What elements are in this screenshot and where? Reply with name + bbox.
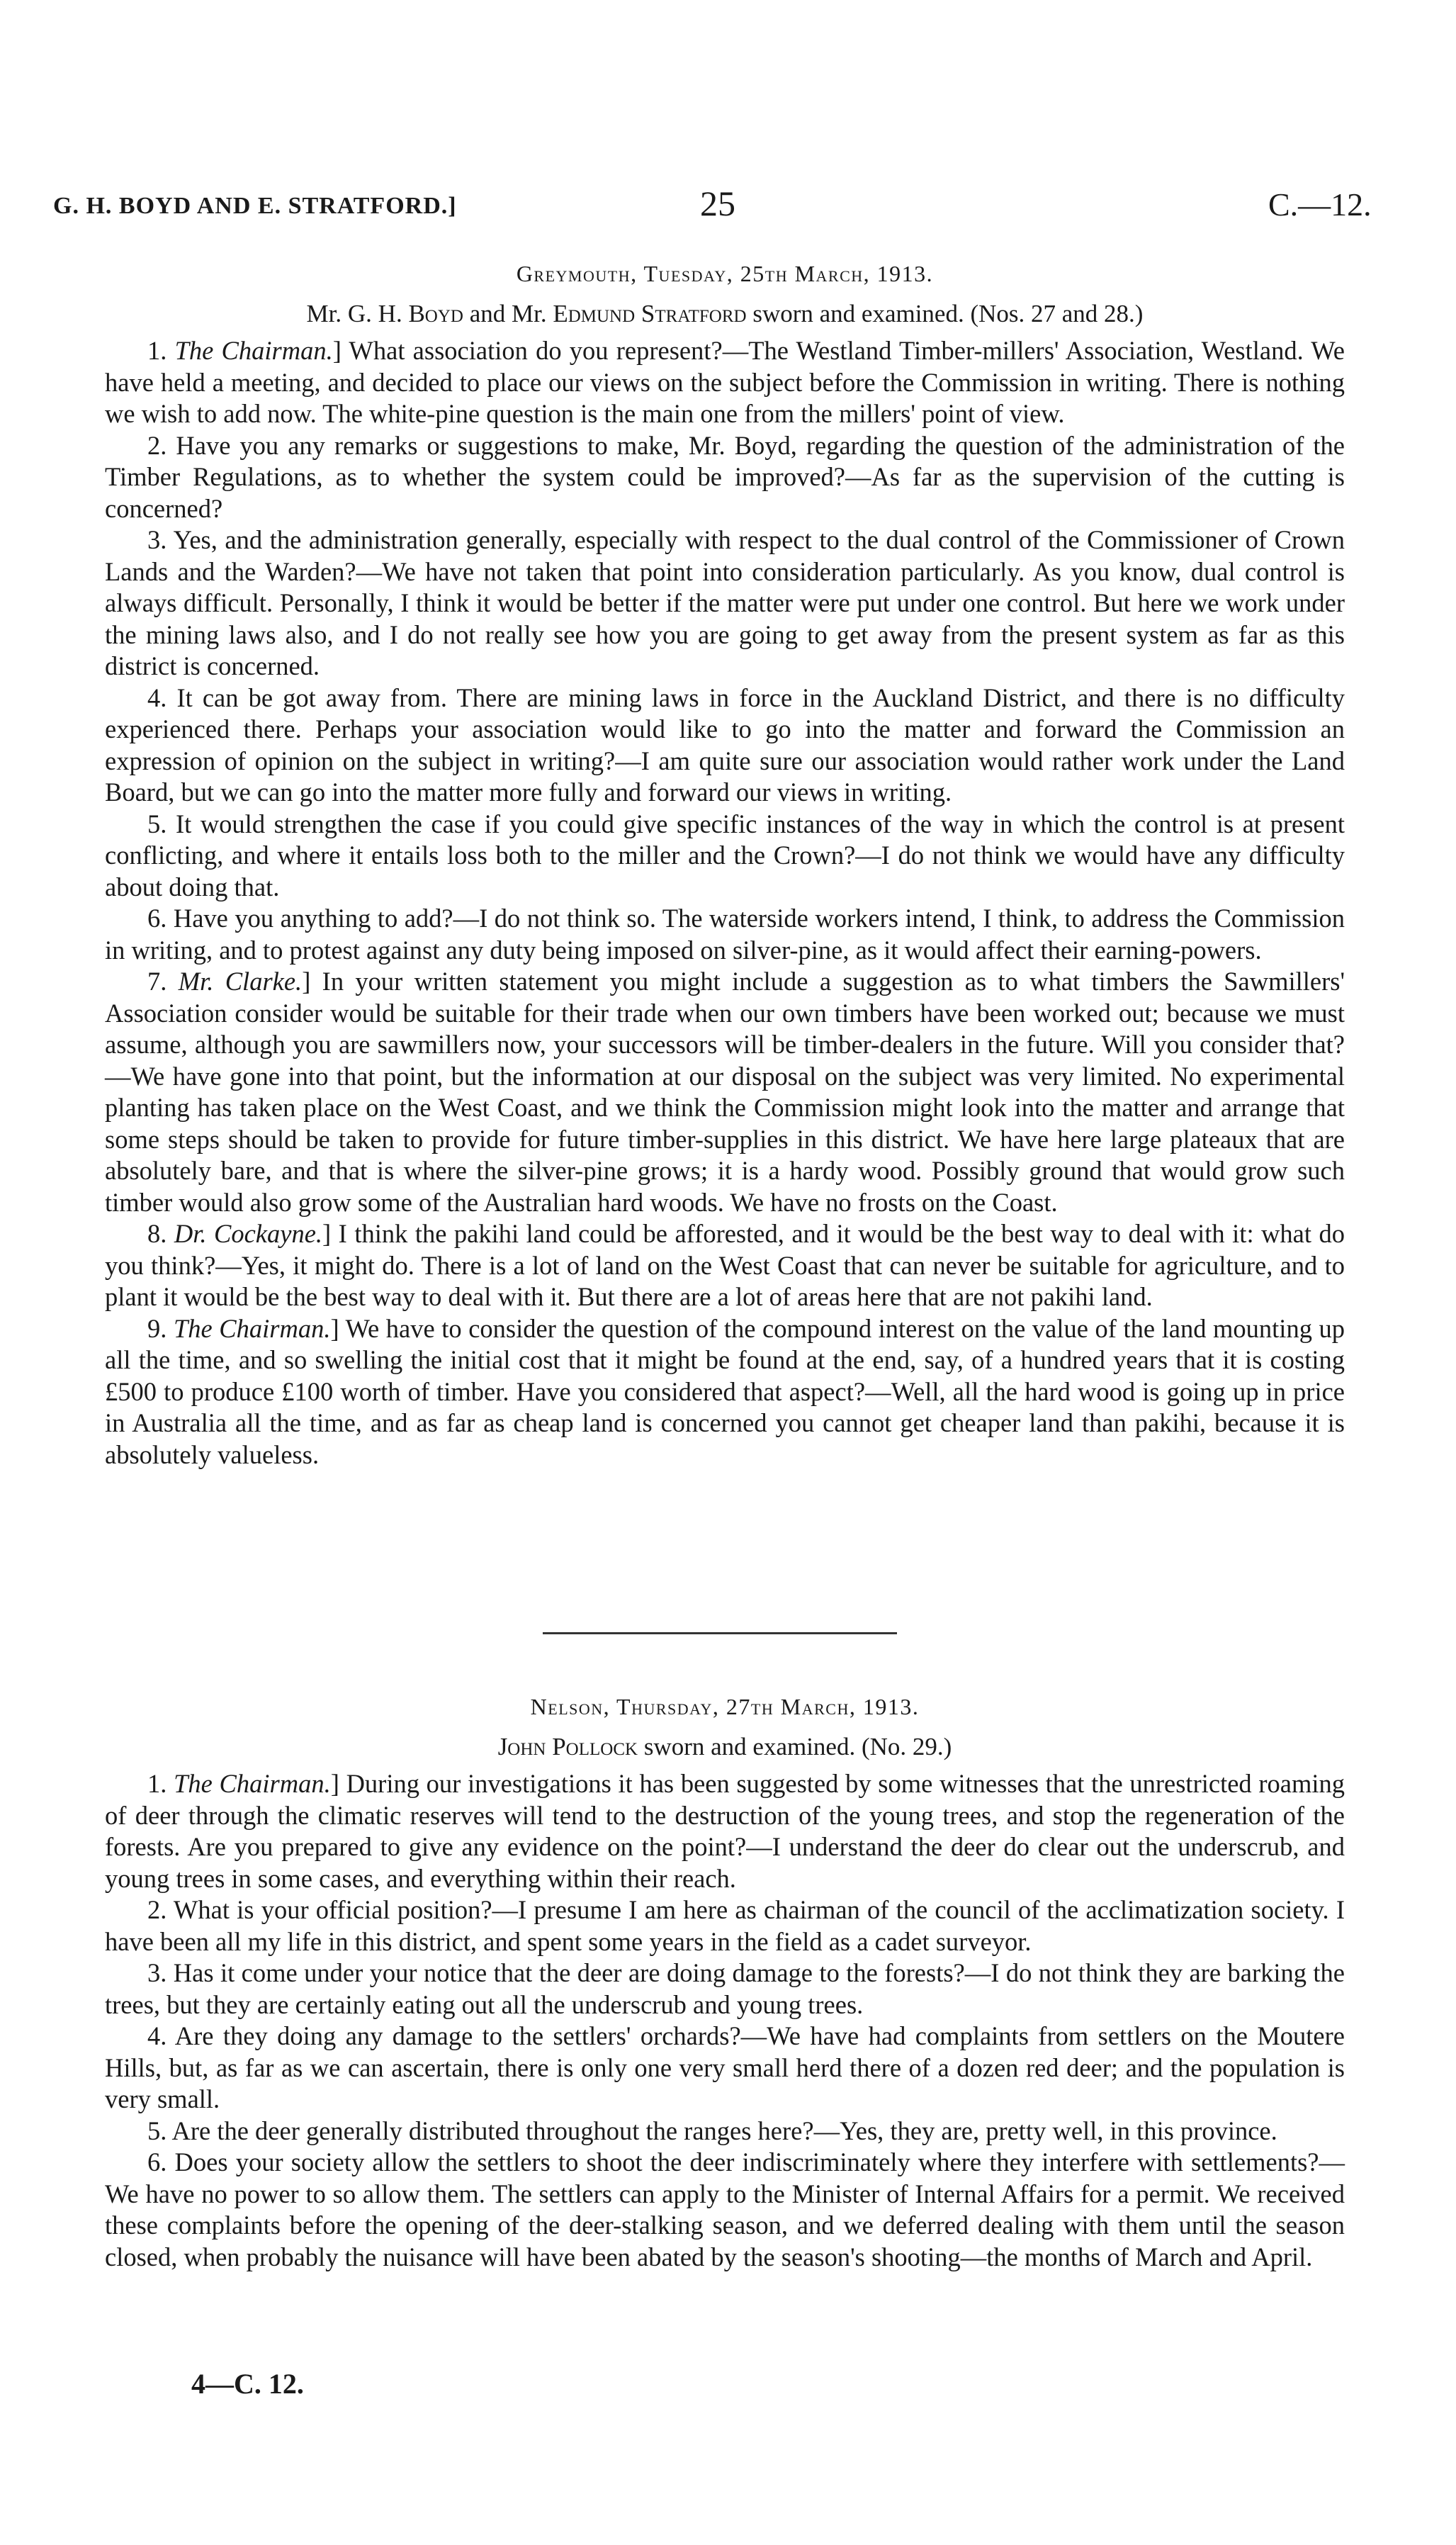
dateline: Nelson, Thursday, 27th March, 1913. bbox=[530, 1694, 920, 1719]
running-head-names: G. H. BOYD AND E. STRATFORD.] bbox=[53, 193, 457, 219]
question-paragraph: 4. It can be got away from. There are mining laws in force in the Auckland District, and there is no difficulty experienced there. Perhaps your association would like to go into the matter and forward the Commission an expression of opinion on the subject in writing?—I am quite sure our association would rather work under the Land Board, but we can go into the matter more fully and forward our views in writing. bbox=[105, 682, 1345, 807]
witness-line bbox=[105, 300, 1345, 328]
witness-text: and Mr. bbox=[463, 300, 553, 327]
speaker: Dr. Cockayne. bbox=[174, 1219, 323, 1248]
dateline: Greymouth, Tuesday, 25th March, 1913. bbox=[516, 261, 934, 286]
document-reference: C.—12. bbox=[1268, 186, 1372, 223]
speaker: The Chairman. bbox=[174, 336, 333, 365]
section-nelson bbox=[105, 1694, 1345, 2273]
question-paragraph: 1. The Chairman.] During our investigations it has been suggested by some witnesses that the unrestricted roaming of deer through the climatic reserves will tend to the destruction of the young trees, and stop the regeneration of the forests. Are you prepared to give any evidence on the point?—I understand the deer do clear out the underscrub, and young trees in some cases, and everything within their reach. bbox=[105, 1769, 1345, 1893]
page-number: 25 bbox=[700, 184, 735, 223]
question-paragraph: 5. It would strengthen the case if you could give specific instances of the way in which the control is at present conflicting, and where it entails loss both to the miller and the Crown?—I do not think we would have any difficulty about doing that. bbox=[105, 809, 1345, 901]
question-paragraph: 4. Are they doing any damage to the settlers' orchards?—We have had complaints from settlers on the Moutere Hills, but, as far as we can ascertain, there is only one very small herd there of a dozen red deer; and the population is very small. bbox=[105, 2021, 1345, 2113]
question-list bbox=[105, 335, 1345, 1471]
witness-line bbox=[105, 1733, 1345, 1761]
witness-name: John Pollock bbox=[497, 1733, 638, 1760]
witness-name: G. H. Boyd bbox=[347, 300, 463, 327]
question-paragraph: 9. The Chairman.] We have to consider the question of the compound interest on the value of the land mounting up all the time, and so swelling the initial cost that it might be found at the end, say, of a hundred years that it is costing £500 to produce £100 worth of timber. Have you considered that aspect?—Well, all the hard wood is going up in price in Australia all the time, and as far as cheap land is concerned you cannot get cheaper land than pakihi, because it is absolutely valueless. bbox=[105, 1313, 1345, 1469]
question-paragraph: 2. What is your official position?—I presume I am here as chairman of the council of the acclimatization society. I have been all my life in this district, and spent some years in the field as a cadet surveyor. bbox=[105, 1895, 1345, 1956]
question-paragraph: 2. Have you any remarks or suggestions to make, Mr. Boyd, regarding the question of the administration of the Timber Regulations, as to whether the system could be improved?—As far as the supervision of the cutting is concerned? bbox=[105, 430, 1345, 523]
section-greymouth bbox=[105, 261, 1345, 1471]
question-paragraph: 8. Dr. Cockayne.] I think the pakihi land could be afforested, and it would be the best way to deal with it: what do you think?—Yes, it might do. There is a lot of land on the West Coast that can never be suitable for agriculture, and to plant it would be the best way to deal with it. But there are a lot of areas here that are not pakihi land. bbox=[105, 1219, 1345, 1311]
question-paragraph: 5. Are the deer generally distributed throughout the ranges here?—Yes, they are, pretty well, in this province. bbox=[147, 2116, 1277, 2145]
witness-text: sworn and examined. (Nos. 27 and 28.) bbox=[746, 300, 1144, 327]
question-paragraph: 3. Yes, and the administration generally, especially with respect to the dual control of the Commissioner of Crown Lands and the Warden?—We have not taken that point into consideration particularly. As you know, dual control is always difficult. Personally, I think it would be better if the matter were put under one control. But here we work under the mining laws also, and I do not really see how you are going to get away from the present system as far as this district is concerned. bbox=[105, 525, 1345, 680]
question-paragraph: 6. Have you anything to add?—I do not think so. The waterside workers intend, I think, to address the Commission in writing, and to protest against any duty being imposed on silver-pine, as it would affect their earning-powers. bbox=[105, 904, 1345, 965]
question-paragraph: 6. Does your society allow the settlers to shoot the deer indiscriminately where they interfere with settlements?—We have no power to so allow them. The settlers can apply to the Minister of Internal Affairs for a permit. We received these complaints before the opening of the deer-stalking season, and we deferred dealing with them until the season closed, when probably the nuisance will have been abated by the season's shooting—the months of March and April. bbox=[105, 2147, 1345, 2271]
speaker: The Chairman. bbox=[173, 1313, 331, 1343]
question-paragraph: 3. Has it come under your notice that the deer are doing damage to the forests?—I do not think they are barking the trees, but they are certainly eating out all the underscrub and young trees. bbox=[105, 1958, 1345, 2019]
question-paragraph: 7. Mr. Clarke.] In your written statement you might include a suggestion as to what timbers the Sawmillers' Association consider would be suitable for their trade when our own timbers have been worked out; because we must assume, although you are sawmillers now, your successors will be timber-dealers in the future. Will you consider that?—We have gone into that point, but the information at our disposal on the subject was very limited. No experimental planting has taken place on the West Coast, and we think the Commission might look into the matter and arrange that some steps should be taken to provide for future timber-supplies in this district. We have here large plateaux that are absolutely bare, and that is where the silver-pine grows; it is a hardy wood. Possibly ground that would grow such timber would also grow some of the Australian hard woods. We have no frosts on the Coast. bbox=[105, 967, 1345, 1217]
witness-text: Mr. bbox=[306, 300, 348, 327]
speaker: Mr. Clarke. bbox=[178, 967, 303, 996]
witness-text: sworn and examined. (No. 29.) bbox=[638, 1733, 952, 1760]
signature-mark: 4—C. 12. bbox=[191, 2368, 304, 2400]
question-paragraph: 1. The Chairman.] What association do you represent?—The Westland Timber-millers' Association, Westland. We have held a meeting, and decided to place our views on the subject before the Commission in writing. There is nothing we wish to add now. The white-pine question is the main one from the millers' point of view. bbox=[105, 336, 1345, 428]
section-divider bbox=[543, 1632, 897, 1634]
question-list bbox=[105, 1768, 1345, 2273]
speaker: The Chairman. bbox=[174, 1769, 331, 1798]
witness-name: Edmund Stratford bbox=[553, 300, 747, 327]
